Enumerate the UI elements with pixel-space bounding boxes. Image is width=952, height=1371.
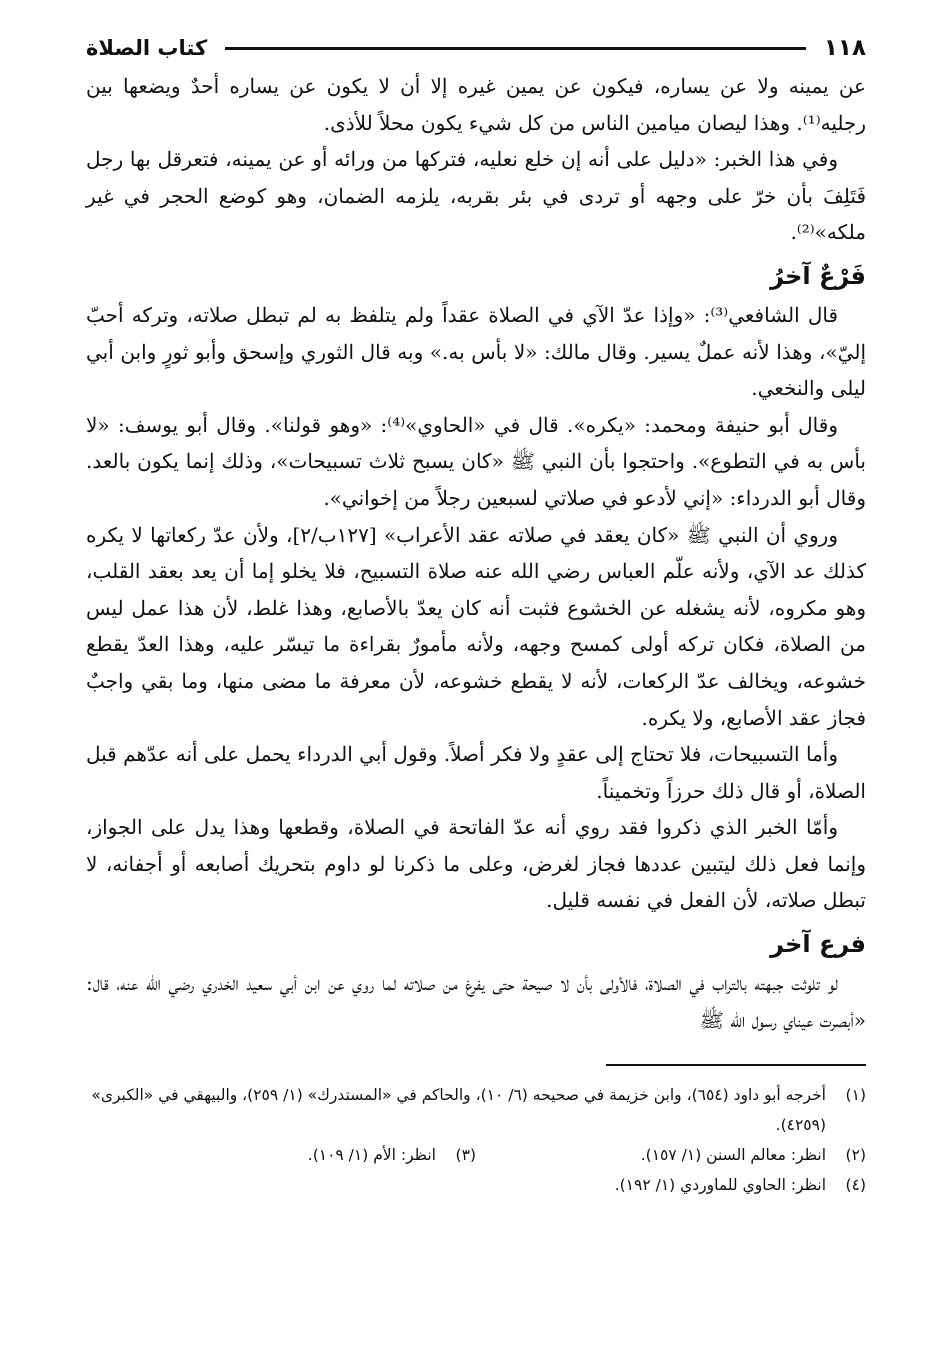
footnote-text: أخرجه أبو داود (٦٥٤)، وابن خزيمة في صحيحه (٦/ ١٠)، والحاكم في «المستدرك» (١/ ٢٥٩)، والبيهقي في «الكبرى» (٤٢٥٩).: [91, 1086, 826, 1135]
paragraph: وقال أبو حنيفة ومحمد: «يكره». قال في «الحاوي»⁽⁴⁾: «وهو قولنا». وقال أبو يوسف: «لا بأس به في التطوع». واحتجوا بأن النبي ﷺ «كان يسبح ثلاث تسبيحات»، وذلك إنما يكون بالعد. وقال أبو الدرداء: «إني لأدعو في صلاتي لسبعين رجلاً من إخواني».: [86, 412, 866, 510]
footnote-number: (٣): [455, 1146, 476, 1165]
section-heading: فرع آخر: [770, 930, 866, 959]
paragraph: قال الشافعي⁽³⁾: «وإذا عدّ الآي في الصلاة عقداً ولم يتلفظ به لم تبطل صلاته، وتركه أحبّ إليّ»، وهذا لأنه عملٌ يسير. وقال مالك: «لا بأس به.» وبه قال الثوري وإسحق وأبو ثورٍ وابن أبي ليلى والنخعي.: [86, 302, 866, 401]
footnotes: [86, 1080, 866, 1200]
document-page: [86, 28, 866, 1200]
footnote: [476, 1140, 866, 1170]
footnote: [86, 1140, 476, 1170]
paragraph: وأمّا الخبر الذي ذكروا فقد روي أنه عدّ الفاتحة في الصلاة، وقطعها وهذا يدل على الجواز، وإنما فعل ذلك ليتبين عددها فجاز لغرض، وعلى ما ذكرنا لو داوم بتحريك أصابعه أو أجفانه، لا تبطل صلاته، لأن الفعل في نفسه قليل.: [86, 815, 866, 913]
paragraph: وفي هذا الخبر: «دليل على أنه إن خلع نعليه، فتركها من ورائه أو عن يمينه، فتعرقل بها رجل فَتَلِفَ بأن خرّ على وجهه أو تردى في بئر بقربه، يلزمه الضمان، وهو كوضع الحجر في غير ملكه»⁽²⁾.: [86, 147, 866, 245]
footnote-text: انظر: الحاوي للماوردي (١/ ١٩٢).: [614, 1176, 826, 1195]
footnote-row: [86, 1140, 866, 1170]
footnote: [86, 1170, 866, 1200]
footnote-text: انظر: الأم (١/ ١٠٩).: [307, 1146, 436, 1165]
footnote: [86, 1080, 866, 1140]
paragraph: عن يمينه ولا عن يساره، فيكون عن يمين غيره إلا أن لا يكون عن يساره أحدٌ ويضعها بين رجليه⁽¹⁾. وهذا ليصان ميامين الناس من كل شيء يكون محلاً للأذى.: [86, 74, 866, 135]
footnote-number: (١): [845, 1086, 866, 1105]
footnote-rule: [606, 1064, 866, 1066]
paragraph: وروي أن النبي ﷺ «كان يعقد في صلاته عقد الأعراب» [١٢٧ب/٢]، ولأن عدّ ركعاتها لا يكره كذلك عد الآي، ولأنه علّم العباس رضي الله عنه صلاة التسبيح، فلا يخلو إما أن يعد بعقد القلب، وهو مكروه، لأنه يشغله عن الخشوع فثبت أنه كان يعدّ بالأصابع، وهذا غلط، لأن هذا عمل ليس من الصلاة، فكان تركه أولى كمسح وجهه، ولأنه مأمورٌ بقراءة ما تيسّر عليه، وهذا العدّ يقطع خشوعه، ويخالف عدّ الركعات، لأنه لا يقطع خشوعه، لأن معرفة ما مضى منها، وما بقي واجبٌ فجاز عقد الأصابع، ولا يكره.: [86, 522, 866, 730]
running-header: [86, 28, 866, 68]
footnote-text: انظر: معالم السنن (١/ ١٥٧).: [640, 1146, 826, 1165]
paragraph: لو تلوثت جبهته بالتراب في الصلاة، فالأولى بأن لا صيحة حتى يفرغ من صلاته لما روي عن ابن أبي سعيد الخدري رضي الله عنه، قال: «أبصرت عيناي رسول الله ﷺ: [86, 971, 866, 1032]
paragraph: وأما التسبيحات، فلا تحتاج إلى عقدٍ ولا فكر أصلاً. وقول أبي الدرداء يحمل على أنه عدّهم قبل الصلاة، أو قال ذلك حرزاً وتخميناً.: [86, 742, 866, 803]
section-heading: فَرْعٌ آخرُ: [770, 261, 866, 290]
chapter-title: كتاب الصلاة: [86, 36, 208, 60]
footnote-number: (٤): [845, 1176, 866, 1195]
footnote-number: (٢): [845, 1146, 866, 1165]
main-text: [86, 68, 866, 1038]
page-number: ١١٨: [823, 35, 866, 61]
header-rule: [225, 47, 806, 50]
